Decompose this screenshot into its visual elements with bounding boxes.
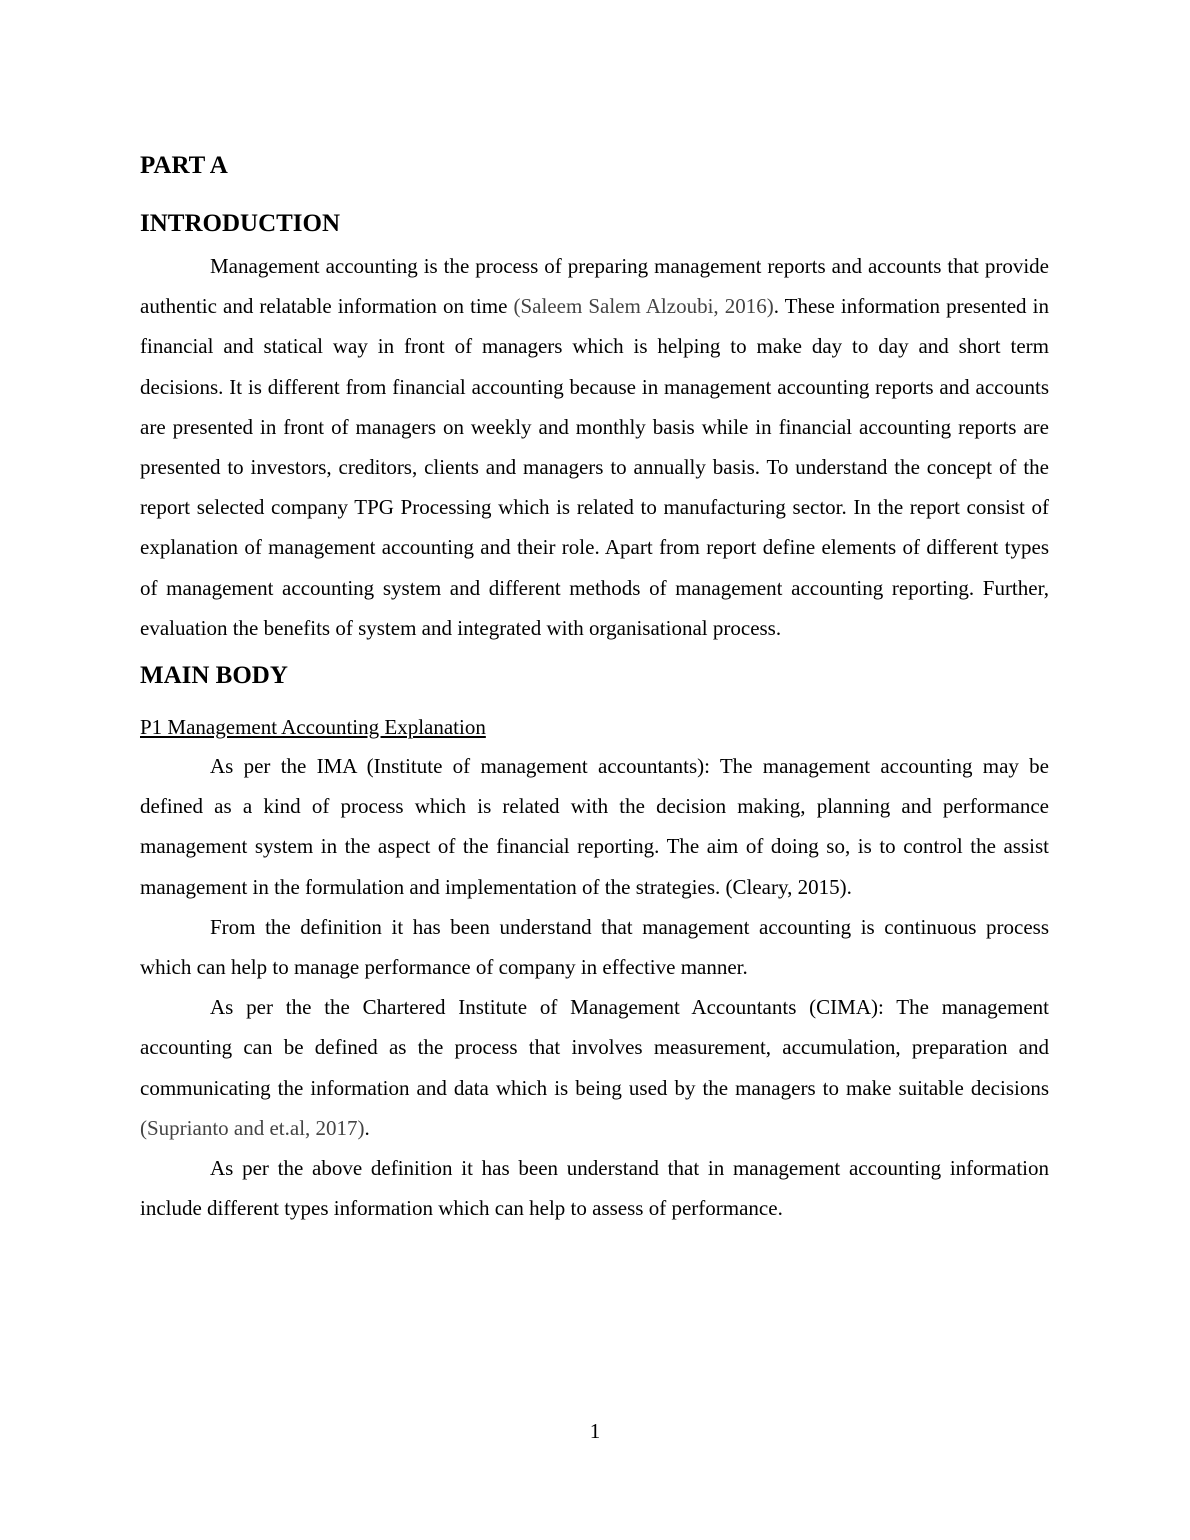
cima-text-end: .	[364, 1115, 370, 1140]
section-subheading: P1 Management Accounting Explanation	[140, 715, 486, 740]
citation-suprianto: (Suprianto and et.al, 2017)	[140, 1115, 365, 1140]
ima-definition-paragraph: As per the IMA (Institute of management accountants): The management accounting may be defined as a kind of process which is related with the decision making, planning and performance management system in the aspect of the financial reporting. The aim of doing so, is to control the assist management in the formulation and implementation of the strategies. (Cleary, 2015).	[140, 754, 1049, 899]
main-body-heading: MAIN BODY	[140, 662, 288, 690]
page-content	[140, 148, 1049, 1228]
part-heading: PART A	[140, 152, 228, 179]
definition-summary-paragraph: From the definition it has been understand that management accounting is continuous process which can help to manage performance of company in effective manner.	[140, 914, 1049, 980]
cima-definition-paragraph	[140, 987, 1049, 1148]
intro-text-end: . These information presented in financial and statical way in front of managers which is helping to make day to day and short term decisions. It is different from financial accounting because in management accounting reports and accounts are presented in front of managers on weekly and monthly basis while in financial accounting reports are presented to investors, creditors, clients and managers to annually basis. To understand the concept of the report selected company TPG Processing which is related to manufacturing sector. In the report consist of explanation of management accounting and their role. Apart from report define elements of different types of management accounting system and different methods of management accounting reporting. Further, evaluation the benefits of system and integrated with organisational process.	[140, 294, 1049, 640]
page-number: 1	[589, 1419, 601, 1443]
intro-text-start: Management accounting is the process of preparing management reports and accounts that provide authentic and relatable information on time	[140, 254, 1049, 319]
information-summary-paragraph: As per the above definition it has been understand that in management accounting information include different types information which can help to assess of performance.	[140, 1156, 1049, 1221]
citation-alzoubi: (Saleem Salem Alzoubi, 2016)	[513, 294, 774, 319]
introduction-paragraph	[140, 246, 1049, 648]
cima-text: As per the the Chartered Institute of Management Accountants (CIMA): The management accounting can be defined as the process that involves measurement, accumulation, preparation and communicating the information and data which is being used by the managers to make suitable decisions	[140, 995, 1049, 1100]
introduction-heading: INTRODUCTION	[140, 210, 341, 237]
